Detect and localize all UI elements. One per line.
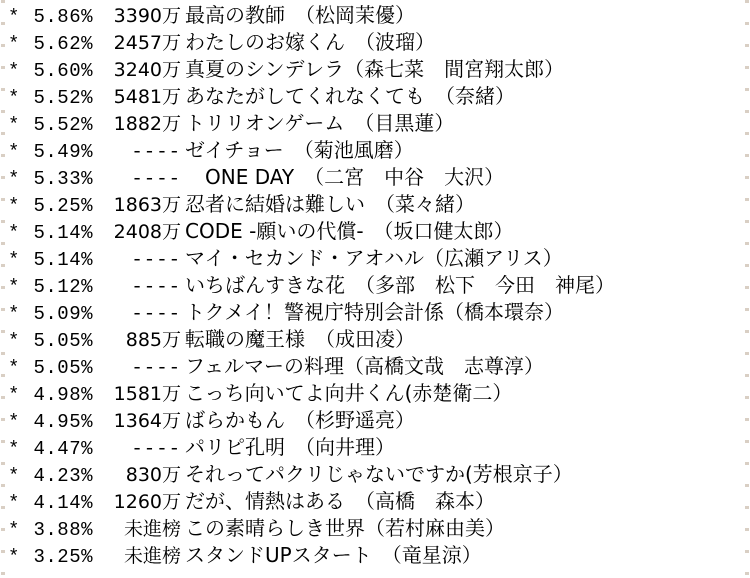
program-title: トクメイ！警視庁特別会計係（橋本環奈） xyxy=(185,300,564,324)
table-row xyxy=(8,245,742,272)
rating-value: 4.95% xyxy=(33,411,93,433)
row-marker: * xyxy=(8,465,20,487)
views-value: 885万 xyxy=(125,329,181,351)
row-marker: * xyxy=(8,141,20,163)
rating-value: 5.25% xyxy=(33,195,93,217)
row-marker: * xyxy=(8,33,20,55)
rating-value: 5.49% xyxy=(33,141,93,163)
table-row xyxy=(8,110,742,137)
table-row xyxy=(8,137,742,164)
views-value: ---- xyxy=(131,249,181,271)
table-row xyxy=(8,164,742,191)
views-value: 1260万 xyxy=(113,491,181,513)
table-row xyxy=(8,515,742,542)
program-title: いちばんすきな花 （多部 松下 今田 神尾） xyxy=(185,273,615,297)
rating-value: 5.05% xyxy=(33,357,93,379)
views-value: ---- xyxy=(131,141,181,163)
program-title: マイ・セカンド・アオハル（広瀬アリス） xyxy=(185,246,563,270)
program-title: CODE -願いの代償- （坂口健太郎） xyxy=(185,219,514,243)
program-title: だが、情熱はある （高橋 森本） xyxy=(185,489,495,513)
views-value: 1863万 xyxy=(113,194,181,216)
rating-value: 4.47% xyxy=(33,438,93,460)
rating-value: 5.52% xyxy=(33,114,93,136)
row-marker: * xyxy=(8,114,20,136)
rating-value: 4.98% xyxy=(33,384,93,406)
rating-value: 5.12% xyxy=(33,276,93,298)
row-marker: * xyxy=(8,384,20,406)
row-marker: * xyxy=(8,519,20,541)
rating-value: 5.14% xyxy=(33,222,93,244)
left-edge-marks xyxy=(0,0,6,578)
row-marker: * xyxy=(8,438,20,460)
program-title: ゼイチョー （菊池風磨） xyxy=(185,138,414,162)
views-value: 1364万 xyxy=(113,410,181,432)
views-value: ---- xyxy=(131,357,181,379)
row-marker: * xyxy=(8,6,20,28)
views-value: 2408万 xyxy=(113,221,181,243)
views-value: 1581万 xyxy=(113,383,181,405)
table-row xyxy=(8,407,742,434)
table-row xyxy=(8,353,742,380)
row-marker: * xyxy=(8,87,20,109)
views-value: 未進榜 xyxy=(123,518,181,540)
table-row xyxy=(8,191,742,218)
rating-value: 5.14% xyxy=(33,249,93,271)
program-title: それってパクリじゃないですか(芳根京子） xyxy=(185,462,573,486)
row-marker: * xyxy=(8,492,20,514)
views-value: 3390万 xyxy=(113,5,181,27)
program-title: フェルマーの料理（高橋文哉 志尊淳） xyxy=(185,354,544,378)
row-marker: * xyxy=(8,60,20,82)
table-row xyxy=(8,488,742,515)
table-row xyxy=(8,434,742,461)
program-title: パリピ孔明 （向井理） xyxy=(185,435,395,459)
views-value: 830万 xyxy=(125,464,181,486)
program-title: 忍者に結婚は難しい （菜々緒） xyxy=(185,192,475,216)
views-value: ---- xyxy=(131,438,181,460)
table-row xyxy=(8,83,742,110)
program-title: 真夏のシンデレラ（森七菜 間宮翔太郎） xyxy=(185,57,565,81)
program-title: あなたがしてくれなくても （奈緒） xyxy=(185,84,515,108)
row-marker: * xyxy=(8,357,20,379)
table-row xyxy=(8,218,742,245)
views-value: ---- xyxy=(131,276,181,298)
table-row xyxy=(8,56,742,83)
views-value: 3240万 xyxy=(113,59,181,81)
program-title: スタンドUPスタート （竜星涼） xyxy=(185,543,482,567)
program-title: ONE DAY （二宮 中谷 大沢） xyxy=(185,165,505,189)
program-title: わたしのお嫁くん （波瑠） xyxy=(185,30,435,54)
table-row xyxy=(8,29,742,56)
rating-value: 5.60% xyxy=(33,60,93,82)
views-value: 未進榜 xyxy=(123,545,181,567)
rating-value: 5.86% xyxy=(33,6,93,28)
rating-value: 5.09% xyxy=(33,303,93,325)
table-row xyxy=(8,326,742,353)
program-title: こっち向いてよ向井くん(赤楚衛二） xyxy=(185,381,513,405)
row-marker: * xyxy=(8,546,20,568)
program-title: 最高の教師 （松岡茉優） xyxy=(185,3,415,27)
row-marker: * xyxy=(8,195,20,217)
rating-value: 3.88% xyxy=(33,519,93,541)
row-marker: * xyxy=(8,330,20,352)
row-marker: * xyxy=(8,303,20,325)
program-title: この素晴らしき世界（若村麻由美） xyxy=(185,516,505,540)
rating-value: 5.52% xyxy=(33,87,93,109)
program-title: 転職の魔王様 （成田凌） xyxy=(185,327,415,351)
row-marker: * xyxy=(8,249,20,271)
table-row xyxy=(8,2,742,29)
views-value: ---- xyxy=(131,303,181,325)
row-marker: * xyxy=(8,276,20,298)
rating-value: 5.05% xyxy=(33,330,93,352)
program-title: ばらかもん （杉野遥亮） xyxy=(185,408,415,432)
rating-value: 5.62% xyxy=(33,33,93,55)
views-value: 1882万 xyxy=(113,113,181,135)
rating-value: 4.14% xyxy=(33,492,93,514)
table-row xyxy=(8,299,742,326)
row-marker: * xyxy=(8,222,20,244)
rating-value: 3.25% xyxy=(33,546,93,568)
row-marker: * xyxy=(8,411,20,433)
views-value: ---- xyxy=(131,168,181,190)
table-row xyxy=(8,461,742,488)
rating-value: 5.33% xyxy=(33,168,93,190)
views-value: 2457万 xyxy=(113,32,181,54)
right-edge-marks xyxy=(744,0,750,578)
table-row xyxy=(8,380,742,407)
rating-value: 4.23% xyxy=(33,465,93,487)
row-marker: * xyxy=(8,168,20,190)
ranking-list xyxy=(8,2,742,569)
views-value: 5481万 xyxy=(113,86,181,108)
program-title: トリリオンゲーム （目黒蓮） xyxy=(185,111,455,135)
table-row xyxy=(8,542,742,569)
table-row xyxy=(8,272,742,299)
